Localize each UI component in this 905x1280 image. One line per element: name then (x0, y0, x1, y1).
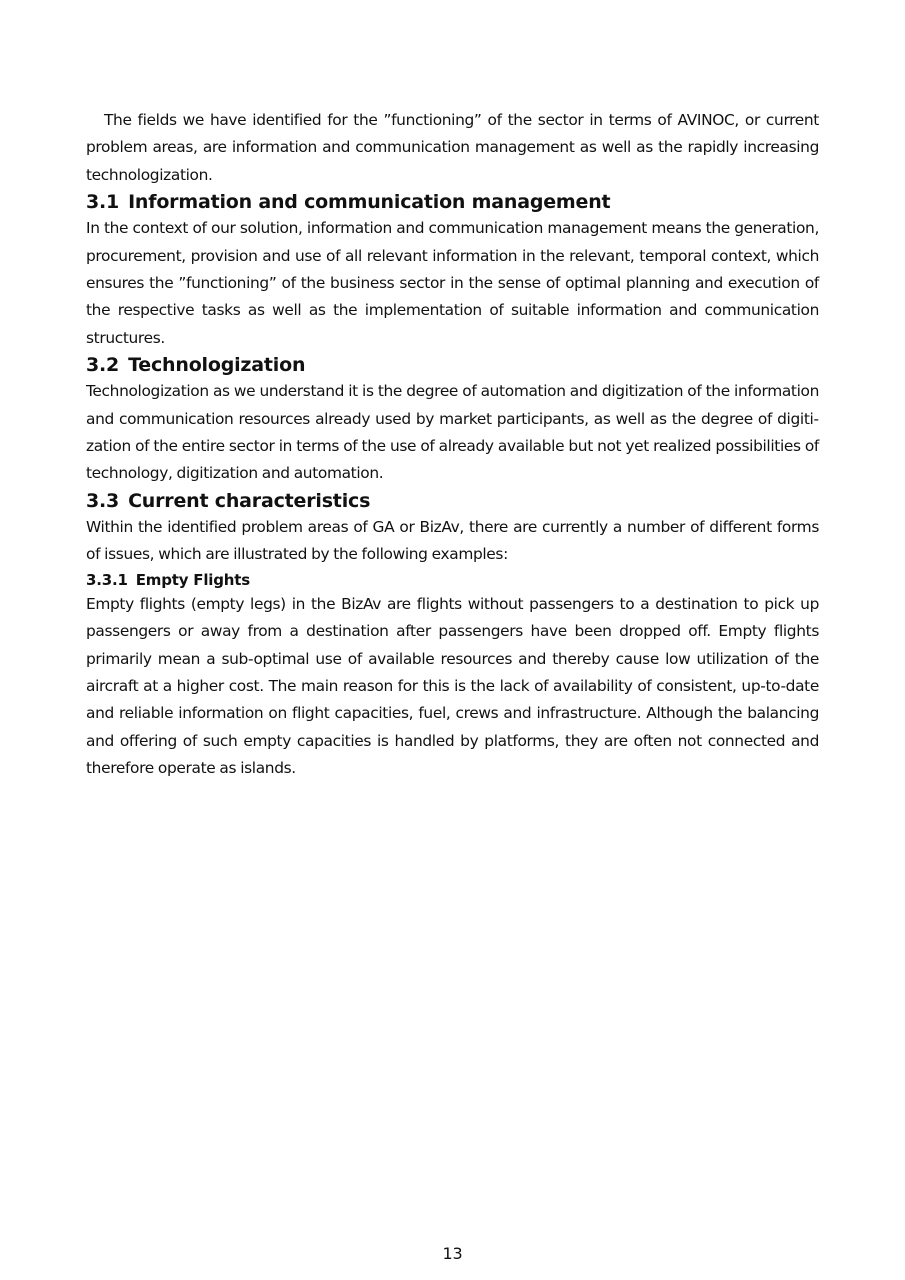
section-heading-3-1 (86, 189, 819, 215)
page-body (86, 107, 819, 783)
section-title: Current characteristics (128, 489, 371, 512)
subsection-heading-3-3-1 (86, 569, 819, 591)
section-heading-3-2 (86, 352, 819, 378)
section-title: Technologization (128, 354, 306, 377)
section-number: 3.3 (86, 489, 120, 512)
subsection-number: 3.3.1 (86, 570, 128, 589)
section-paragraph-3-1: In the context of our solution, information and communication management means the generation, procurement, provision and use of all relevant information in the relevant, temporal context, which ensures the ”functioning” of the business sector in the sense of optimal planning and execution of the respective tasks as well as the implementation of suitable information and communication structures. (86, 219, 819, 347)
section-number: 3.2 (86, 354, 120, 377)
page-number: 13 (442, 1244, 463, 1263)
intro-paragraph: The fields we have identified for the ”functioning” of the sector in terms of AVINOC, or current problem areas, are information and communication management as well as the rapidly increasing technologization. (86, 111, 819, 184)
section-heading-3-3 (86, 488, 819, 514)
section-title: Information and communication management (128, 191, 611, 214)
subsection-title: Empty Flights (135, 570, 250, 589)
section-paragraph-3-2: Technologization as we understand it is the degree of automation and digitization of the information and communication resources already used by market participants, as well as the degree of digitization of the entire sector in terms of the use of already available but not yet realized possibilities of technology, digitization and automation. (86, 382, 819, 483)
subsection-paragraph-3-3-1: Empty flights (empty legs) in the BizAv are flights without passengers to a destination to pick up passengers or away from a destination after passengers have been dropped off. Empty flights primarily mean a sub-optimal use of available resources and thereby cause low utilization of the aircraft at a higher cost. The main reason for this is the lack of availability of consistent, up-to-date and reliable information on flight capacities, fuel, crews and infrastructure. Although the balancing and offering of such empty capacities is handled by platforms, they are often not connected and therefore operate as islands. (86, 594, 819, 778)
section-number: 3.1 (86, 191, 120, 214)
section-paragraph-3-3: Within the identified problem areas of GA or BizAv, there are currently a number of different forms of issues, which are illustrated by the following examples: (86, 517, 819, 564)
